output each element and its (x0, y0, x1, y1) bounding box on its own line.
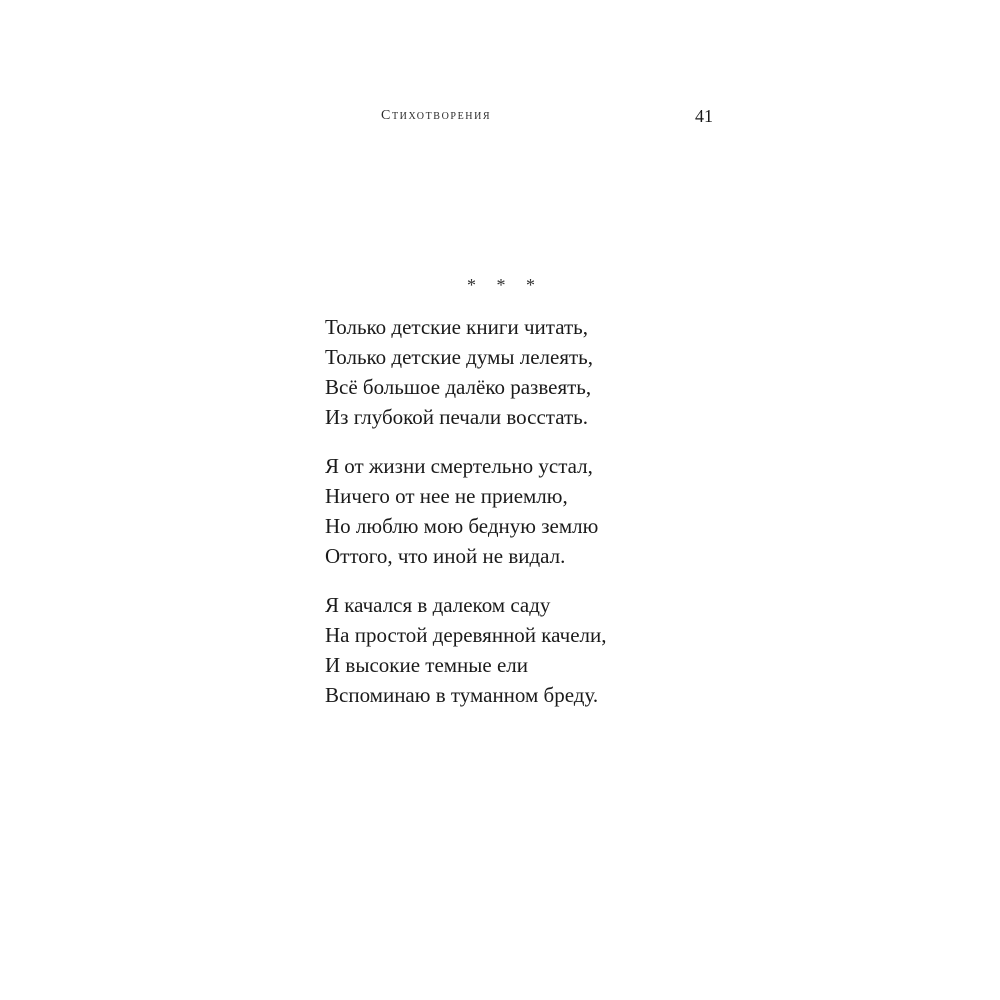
running-title: Стихотворения (381, 108, 492, 123)
poem-line: Только детские думы лелеять, (325, 345, 594, 369)
page-number: 41 (695, 106, 713, 126)
poem-line: Только детские книги читать, (325, 315, 588, 339)
poem-line: Я от жизни смертельно устал, (325, 454, 593, 478)
stanza-2 (325, 451, 745, 571)
running-head (0, 108, 1000, 132)
poem-line: На простой деревянной качели, (325, 623, 607, 647)
poem-line: Всё большое далёко развеять, (325, 375, 592, 399)
poem (325, 272, 745, 729)
asterism-separator: * * * (467, 275, 543, 295)
poem-line: И высокие темные ели (325, 653, 529, 677)
stanza-3 (325, 590, 745, 710)
poem-line: Вспоминаю в туманном бреду. (325, 683, 599, 707)
poem-line: Я качался в далеком саду (325, 593, 551, 617)
stanza-1 (325, 312, 745, 432)
poem-line: Ничего от нее не приемлю, (325, 484, 568, 508)
poem-line: Оттого, что иной не видал. (325, 544, 566, 568)
poem-line: Из глубокой печали восстать. (325, 405, 588, 429)
poem-line: Но люблю мою бедную землю (325, 514, 599, 538)
